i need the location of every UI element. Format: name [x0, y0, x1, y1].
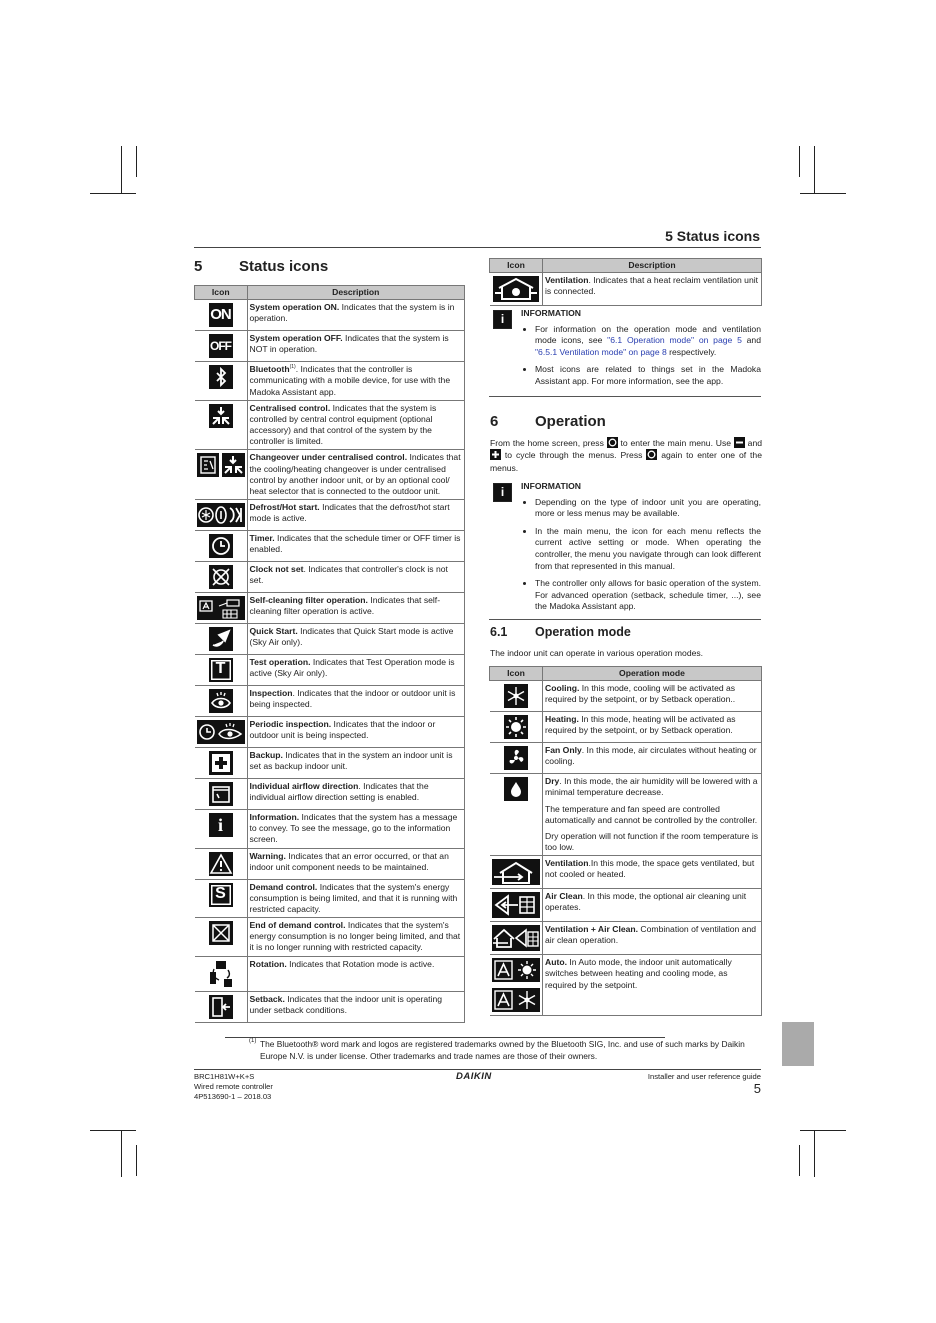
inspection-icon	[209, 689, 233, 713]
section-6-1-title: Operation mode	[535, 625, 631, 639]
airflow-icon	[209, 782, 233, 806]
col-description-header: Description	[543, 259, 762, 273]
row-title: Auto.	[545, 957, 567, 968]
clock-not-set-icon	[209, 565, 233, 589]
section-6-title: Operation	[535, 413, 606, 430]
row-title: Inspection	[249, 688, 293, 699]
row-text: Indicates that the system is controlled by central control equipment (optional accessory) and that control of the system by the controller is limited.	[249, 402, 437, 447]
row-text: . In this mode, the air humidity will be lowered with a minimal temperature decrease.	[545, 776, 758, 798]
section-5-title: Status icons	[239, 258, 329, 275]
row-title: Defrost/Hot start.	[249, 502, 320, 513]
row-title: Quick Start.	[249, 626, 298, 637]
col-icon-header: Icon	[490, 259, 543, 273]
brand-logo: DAIKIN	[456, 1071, 492, 1082]
row-title: Changeover under centralised control.	[249, 452, 408, 463]
information-box-2	[489, 481, 761, 620]
warning-icon	[209, 852, 233, 876]
row-text: . Indicates that the indoor or outdoor unit is being inspected.	[249, 688, 456, 710]
timer-icon	[209, 534, 233, 558]
page-side-tab	[782, 1022, 814, 1066]
row-title: Setback.	[249, 993, 285, 1004]
row-title: Ventilation + Air Clean.	[545, 924, 639, 935]
link-operation-mode[interactable]: "6.1 Operation mode" on page 5	[607, 335, 742, 346]
col-icon-header: Icon	[490, 667, 543, 681]
status-icons-table	[194, 285, 465, 1023]
table-row	[490, 922, 762, 955]
table-row	[195, 300, 465, 331]
row-text: In this mode, cooling will be activated as required by the setpoint, or by Setback operation..	[545, 683, 736, 705]
row-title: Rotation.	[249, 958, 287, 969]
running-header: 5 Status icons	[665, 228, 760, 244]
row-text: Indicates that in the system an indoor unit is set as backup indoor unit.	[249, 750, 453, 772]
footer-left	[194, 1072, 273, 1102]
row-title: System operation OFF.	[249, 333, 343, 344]
row-title: Centralised control.	[249, 402, 331, 413]
rotation-icon	[209, 960, 233, 988]
section-5-number: 5	[194, 258, 203, 275]
heating-icon	[504, 715, 528, 739]
row-title: Backup.	[249, 750, 283, 761]
table-row	[195, 450, 465, 500]
auto-heating-icon	[492, 958, 540, 982]
row-text: Indicates that an error occurred, or that an indoor unit component needs to be maintained.	[249, 850, 449, 872]
row-title: End of demand control.	[249, 920, 346, 931]
table-row	[195, 918, 465, 957]
row-text: . In this mode, the optional air cleaning unit operates.	[545, 891, 747, 913]
section-6-number: 6	[490, 413, 499, 430]
row-title: Dry	[545, 776, 560, 787]
row-title: System operation ON.	[249, 302, 340, 313]
row-text: Indicates that the indoor or outdoor unit is being inspected.	[249, 719, 436, 741]
minus-button-icon	[734, 437, 745, 448]
table-row	[490, 681, 762, 712]
row-text: Indicates that the defrost/hot start mode is active.	[249, 502, 450, 524]
dry-icon	[504, 777, 528, 801]
table-row	[195, 879, 465, 918]
home-button-icon	[607, 437, 618, 448]
row-title: Test operation.	[249, 657, 311, 668]
table-row	[195, 562, 465, 593]
information-icon: i	[209, 813, 233, 837]
row-note: Dry operation will not function if the room temperature is too low.	[545, 830, 759, 853]
home-button-icon	[646, 449, 657, 460]
table-row	[490, 889, 762, 922]
guide-title: Installer and user reference guide	[647, 1072, 761, 1081]
information-heading: INFORMATION	[521, 308, 581, 318]
system-off-icon: OFF	[209, 334, 233, 358]
col-description-header: Description	[247, 286, 465, 300]
end-demand-icon	[209, 921, 233, 945]
ventilation-status-table	[489, 258, 762, 306]
table-row	[490, 774, 762, 856]
row-text: . In this mode, air circulates without heating or cooling.	[545, 745, 757, 767]
row-title: Demand control.	[249, 881, 318, 892]
table-row	[195, 331, 465, 362]
table-row	[195, 593, 465, 624]
row-title: Individual airflow direction	[249, 781, 359, 792]
section-6-paragraph: From the home screen, press to enter the main menu. Use and to cycle through the menus. Press again to enter one of the menus.	[490, 438, 763, 473]
header-rule	[194, 247, 761, 248]
table-row	[195, 686, 465, 717]
self-cleaning-icon	[197, 596, 245, 620]
auto-cooling-icon	[492, 988, 540, 1012]
row-text: Indicates that Test Operation mode is active (Sky Air only).	[249, 657, 455, 679]
row-text: Combination of ventilation and air clean operation.	[545, 924, 757, 946]
section-6-1-intro: The indoor unit can operate in various operation modes.	[490, 648, 704, 658]
information-box-1	[489, 308, 761, 397]
table-row	[490, 856, 762, 889]
row-title: Ventilation	[545, 275, 589, 286]
row-title: Bluetooth	[249, 364, 290, 375]
table-row	[195, 991, 465, 1022]
col-icon-header: Icon	[195, 286, 248, 300]
list-item: • Depending on the type of indoor unit you are operating, more or less menus may be available.	[535, 497, 761, 520]
row-title: Self-cleaning filter operation.	[249, 595, 368, 606]
centralised-icon	[209, 404, 233, 428]
row-text: Indicates that the system has a message to convey. To see the message, go to the information screen.	[249, 812, 458, 845]
ventilation-air-clean-icon	[492, 925, 540, 951]
row-title: Clock not set	[249, 564, 304, 575]
footnote-rule	[225, 1037, 665, 1038]
changeover-icon	[197, 453, 245, 477]
row-text: Indicates that the cooling/heating changeover is under centralised control by another indoor unit, or by an optional cool/ heat selector that is connected to the outdoor unit.	[249, 452, 461, 496]
auto-icons	[492, 958, 541, 1012]
test-operation-icon: T	[209, 658, 233, 682]
footnote-ref: (1)	[289, 364, 296, 371]
row-text: . Indicates that a heat reclaim ventilation unit is connected.	[545, 275, 759, 297]
row-text: Indicates that the indoor unit is operating under setback conditions.	[249, 993, 443, 1015]
col-operation-mode-header: Operation mode	[543, 667, 762, 681]
table-row	[195, 748, 465, 779]
ventilation-mode-icon	[492, 859, 540, 885]
row-text: Indicates that the system is in operation.	[249, 302, 455, 324]
row-text: Indicates that the system's energy consumption is no longer being limited, and that it is no longer running with restricted capacity.	[249, 920, 461, 953]
fan-only-icon	[504, 746, 528, 770]
bluetooth-icon	[209, 365, 233, 389]
row-title: Fan Only	[545, 745, 582, 756]
row-note: The temperature and fan speed are controlled automatically and cannot be controlled by the controller.	[545, 803, 758, 825]
operation-mode-table	[489, 666, 762, 1016]
information-heading: INFORMATION	[521, 481, 581, 491]
page-number: 5	[753, 1081, 761, 1096]
row-title: Periodic inspection.	[249, 719, 332, 730]
row-text: Indicates that self-cleaning filter operation is active.	[249, 595, 441, 617]
row-title: Air Clean	[545, 891, 583, 902]
backup-icon	[209, 751, 233, 775]
table-row	[195, 717, 465, 748]
row-text: In this mode, heating will be activated as required by the setpoint, or by Setback operation.	[545, 714, 736, 736]
list-item: • The controller only allows for basic operation of the system. For advanced operation (setback, schedule timer, ...), see the Madoka Assistant app.	[535, 578, 761, 613]
footnote-mark: (1)	[249, 1038, 257, 1044]
periodic-inspection-icon	[197, 720, 245, 744]
list-item: • Most icons are related to things set in the Madoka Assistant app. For more information, see the app.	[535, 364, 761, 387]
row-text: . Indicates that controller's clock is not set.	[249, 564, 448, 586]
table-row	[490, 273, 762, 306]
defrost-icon	[197, 503, 245, 527]
plus-button-icon	[490, 449, 501, 460]
row-text: . Indicates that the individual airflow direction setting is enabled.	[249, 781, 429, 803]
table-row	[195, 362, 465, 401]
system-on-icon: ON	[209, 303, 233, 327]
section-6-1-number: 6.1	[490, 625, 508, 639]
row-title: Ventilation	[545, 858, 589, 869]
row-text: In Auto mode, the indoor unit automatically switches between heating and cooling mode, as required by the setpoint.	[545, 957, 732, 990]
table-row	[195, 956, 465, 991]
table-row	[195, 810, 465, 849]
row-title: Information.	[249, 812, 300, 823]
footer-rule	[194, 1069, 761, 1070]
setback-icon	[209, 995, 233, 1019]
model-number: BRC1H81W+K+S	[194, 1072, 255, 1081]
ventilation-icon	[493, 276, 539, 302]
table-row	[195, 848, 465, 879]
row-text: Indicates that the system's energy consumption is being limited, and that it is running with restricted capacity.	[249, 881, 458, 914]
row-title: Cooling.	[545, 683, 580, 694]
table-row	[490, 743, 762, 774]
table-row	[195, 655, 465, 686]
row-text: .In this mode, the space gets ventilated, but not cooled or heated.	[545, 858, 755, 880]
row-title: Warning.	[249, 850, 286, 861]
footnote-text: The Bluetooth® word mark and logos are registered trademarks owned by the Bluetooth SIG, Inc. and use of such marks by Daikin Europe N.V. is under license. Other trademarks and trade names are those of their owners.	[260, 1039, 745, 1061]
information-icon: i	[493, 483, 512, 502]
table-row	[195, 531, 465, 562]
table-row	[195, 779, 465, 810]
row-text: Indicates that Rotation mode is active.	[286, 958, 435, 969]
list-item: • In the main menu, the icon for each menu reflects the current active setting or mode. When operating the controller, the menu you navigate through can look different from that represented in this manual.	[535, 526, 761, 572]
row-title: Heating.	[545, 714, 579, 725]
row-text: Indicates that Quick Start mode is active (Sky Air only).	[249, 626, 454, 648]
table-row	[195, 400, 465, 450]
row-text: . Indicates that the controller is communicating with a mobile device, for use with the Madoka Assistant app.	[249, 364, 451, 397]
cooling-icon	[504, 684, 528, 708]
table-row	[490, 955, 762, 1016]
air-clean-icon	[492, 892, 540, 918]
row-title: Timer.	[249, 533, 275, 544]
table-row	[195, 624, 465, 655]
document-number: 4P513690-1 – 2018.03	[194, 1091, 272, 1101]
table-row	[195, 500, 465, 531]
list-item: • For information on the operation mode and ventilation mode icons, see "6.1 Operation mode" on page 5 and "6.5.1 Ventilation mode" on page 8 respectively.	[535, 324, 761, 359]
row-text: Indicates that the schedule timer or OFF timer is enabled.	[249, 533, 461, 555]
product-name: Wired remote controller	[194, 1081, 273, 1091]
demand-control-icon: S	[209, 883, 233, 907]
information-icon: i	[493, 310, 512, 329]
link-ventilation-mode[interactable]: "6.5.1 Ventilation mode" on page 8	[535, 346, 667, 357]
row-text: Indicates that the system is NOT in operation.	[249, 333, 449, 355]
quick-start-icon	[209, 627, 233, 651]
table-row	[490, 712, 762, 743]
